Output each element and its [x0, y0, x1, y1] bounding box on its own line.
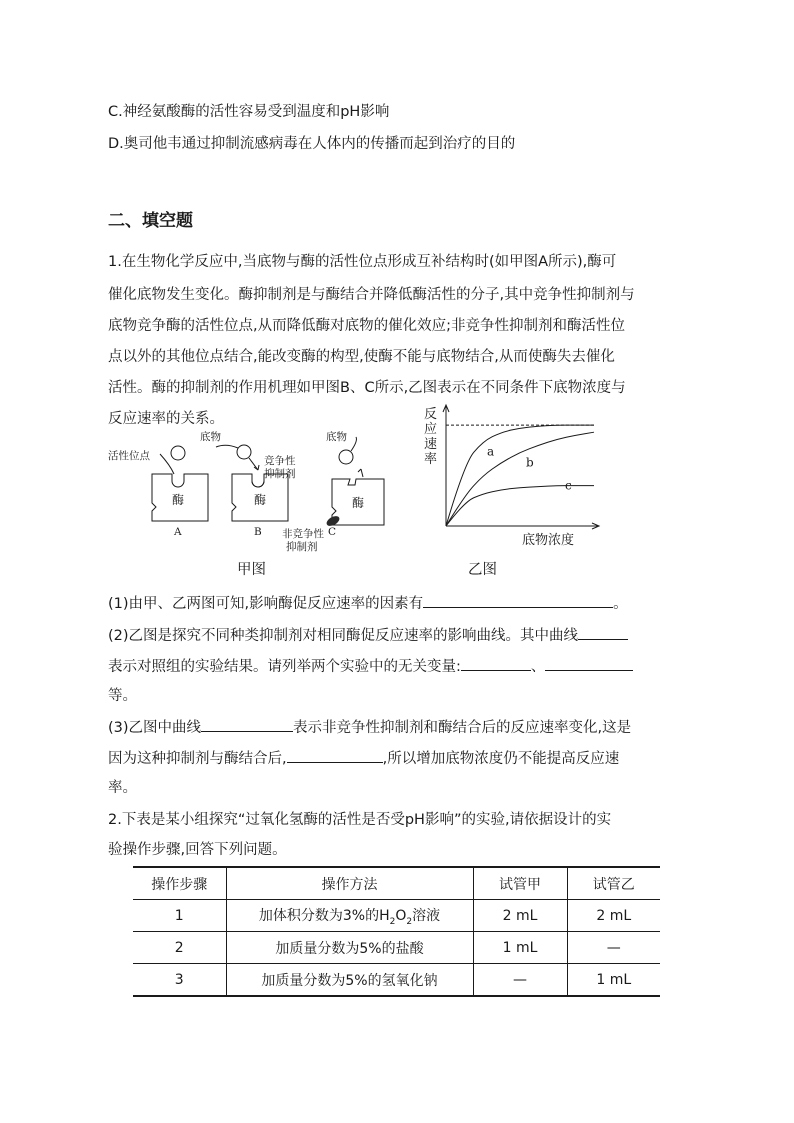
- header-method: 操作方法: [226, 867, 473, 900]
- table-header-row: [133, 867, 660, 900]
- curve-b: [446, 432, 594, 526]
- sub2-line-2: [108, 655, 633, 677]
- label-noncompetitive-2: 抑制剂: [286, 541, 318, 553]
- curve-label-a: a: [487, 444, 495, 459]
- chart-yi: [418, 402, 608, 552]
- table-row: [133, 932, 660, 964]
- sub2-text-1: (2)乙图是探究不同种类抑制剂对相同酶促反应速率的影响曲线。其中曲线: [108, 628, 579, 644]
- q1-line-6: 反应速率的关系。: [108, 411, 224, 427]
- option-d: D.奥司他韦通过抑制流感病毒在人体内的传播而起到治疗的目的: [108, 136, 516, 152]
- y-axis-label-char: 速: [424, 437, 438, 452]
- substrate-a: [171, 446, 185, 460]
- label-noncompetitive-1: 非竞争性: [282, 528, 324, 540]
- caption-yi: 乙图: [468, 562, 497, 578]
- header-tube-a: 试管甲: [473, 867, 567, 900]
- curve-a: [446, 425, 594, 526]
- cell-step: 3: [133, 964, 226, 997]
- operation-table: [133, 866, 660, 997]
- cell-tube-a: 2 mL: [473, 900, 567, 932]
- sub3-text-4: ,所以增加底物浓度仍不能提高反应速: [382, 751, 620, 767]
- q1-line-4: 点以外的其他位点结合,能改变酶的构型,使酶不能与底物结合,从而使酶失去催化: [108, 349, 615, 365]
- answer-blank-1[interactable]: [423, 592, 613, 608]
- sub2-line-3: 等。: [108, 688, 137, 704]
- cell-method: 加体积分数为3%的$H_2O_2$溶液: [226, 900, 473, 932]
- substrate-b: [237, 445, 251, 459]
- label-substrate-1: 底物: [200, 431, 221, 443]
- cell-tube-b: —: [567, 932, 660, 964]
- cell-method: 加质量分数为5%的盐酸: [226, 932, 473, 964]
- sub1-text: (1)由甲、乙两图可知,影响酶促反应速率的因素有: [108, 596, 424, 612]
- answer-blank-5[interactable]: [201, 716, 293, 732]
- sub2-text-2: 表示对照组的实验结果。请列举两个实验中的无关变量:: [108, 659, 461, 675]
- panel-c-label: C: [328, 526, 337, 538]
- enzyme-c-label: 酶: [352, 496, 365, 510]
- sub3-line-2: [108, 747, 619, 769]
- q1-line-3: 底物竞争酶的活性位点,从而降低酶对底物的催化效应;非竞争性抑制剂和酶活性位: [108, 318, 625, 334]
- q1-line-1: 1.在生物化学反应中,当底物与酶的活性位点形成互补结构时(如甲图A所示),酶可: [108, 254, 617, 270]
- competitive-inhibitor: [252, 474, 264, 487]
- cell-step: 1: [133, 900, 226, 932]
- label-competitive-1: 竞争性: [264, 455, 296, 467]
- cell-tube-b: 2 mL: [567, 900, 660, 932]
- y-axis-label-char: 反: [424, 407, 438, 422]
- q2-line-2: 验操作步骤,回答下列问题。: [108, 842, 287, 858]
- sub2-line-1: [108, 624, 628, 646]
- cell-tube-a: 1 mL: [473, 932, 567, 964]
- sub2-sep: 、: [530, 659, 546, 675]
- sub1: [108, 592, 628, 614]
- sub3-text-1: (3)乙图中曲线: [108, 720, 202, 736]
- curve-label-c: c: [565, 478, 572, 493]
- answer-blank-2[interactable]: [578, 624, 628, 640]
- cell-step: 2: [133, 932, 226, 964]
- section-title: 二、填空题: [108, 211, 193, 231]
- header-tube-b: 试管乙: [567, 867, 660, 900]
- answer-blank-6[interactable]: [287, 747, 383, 763]
- sub3-line-3: 率。: [108, 780, 137, 796]
- curve-label-b: b: [526, 455, 534, 470]
- caption-jia: 甲图: [237, 562, 266, 578]
- enzyme-b-label: 酶: [254, 493, 267, 507]
- sub3-text-3: 因为这种抑制剂与酶结合后,: [108, 751, 287, 767]
- enzyme-a-label: 酶: [172, 493, 185, 507]
- x-axis-label: 底物浓度: [522, 533, 575, 548]
- substrate-c: [339, 450, 353, 464]
- label-substrate-2: 底物: [326, 431, 347, 443]
- panel-b-label: B: [254, 526, 262, 538]
- header-step: 操作步骤: [133, 867, 226, 900]
- sub3-line-1: [108, 716, 631, 738]
- table-row: [133, 964, 660, 997]
- y-axis-label-char: 应: [424, 422, 438, 437]
- cell-tube-b: 1 mL: [567, 964, 660, 997]
- sub1-tail: 。: [613, 596, 628, 612]
- answer-blank-4[interactable]: [545, 655, 633, 671]
- cell-tube-a: —: [473, 964, 567, 997]
- cell-method: 加质量分数为5%的氢氧化钠: [226, 964, 473, 997]
- q1-line-2: 催化底物发生变化。酶抑制剂是与酶结合并降低酶活性的分子,其中竞争性抑制剂与: [108, 287, 635, 303]
- table-row: [133, 900, 660, 932]
- option-c: C.神经氨酸酶的活性容易受到温度和pH影响: [108, 104, 390, 120]
- label-competitive-2: 抑制剂: [264, 468, 296, 480]
- y-axis-label-char: 率: [424, 452, 438, 467]
- sub3-text-2: 表示非竞争性抑制剂和酶结合后的反应速率变化,这是: [293, 720, 632, 736]
- answer-blank-3[interactable]: [461, 655, 531, 671]
- label-active-site: 活性位点: [108, 450, 150, 462]
- panel-a-label: A: [174, 526, 182, 538]
- q1-line-5: 活性。酶的抑制剂的作用机理如甲图B、C所示,乙图表示在不同条件下底物浓度与: [108, 380, 626, 396]
- q2-line-1: 2.下表是某小组探究“过氧化氢酶的活性是否受pH影响”的实验,请依据设计的实: [108, 812, 612, 828]
